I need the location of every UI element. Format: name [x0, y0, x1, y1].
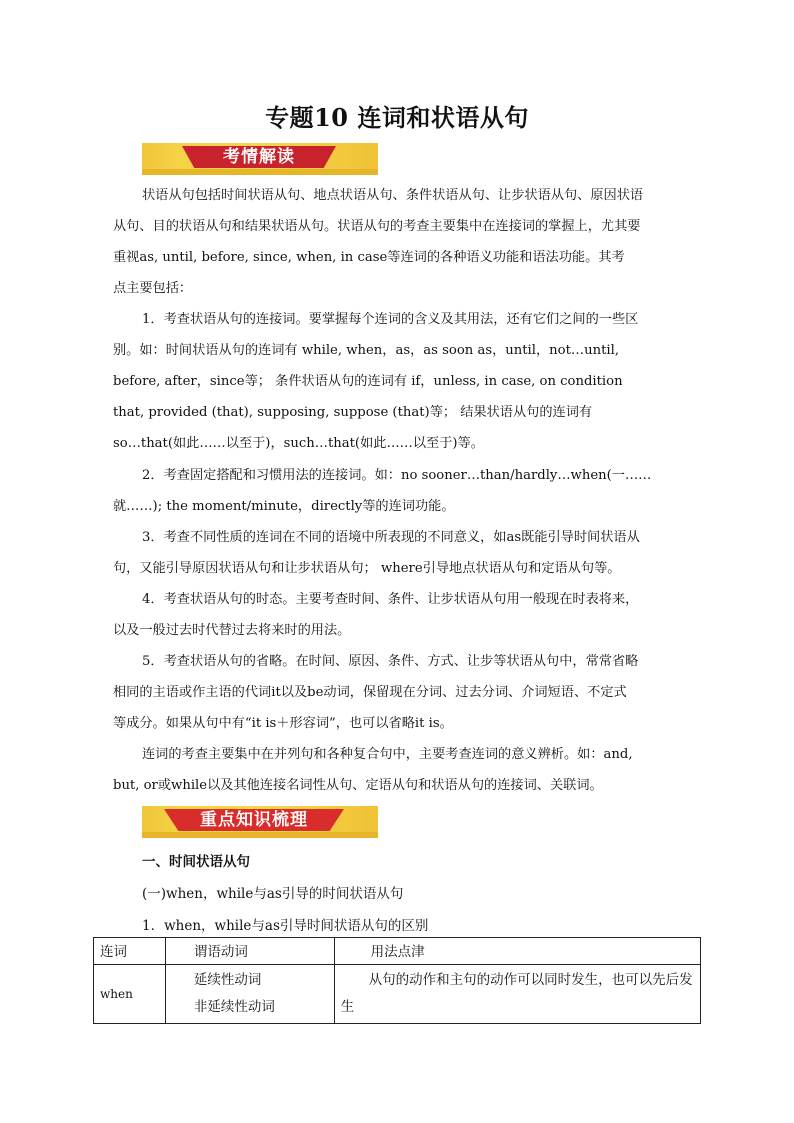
- cell-usage: 从句的动作和主句的动作可以同时发生，也可以先后发生: [334, 965, 700, 1024]
- text-line: but, or或while以及其他连接名词性从句、定语从句和状语从句的连接词、关联词。: [113, 778, 603, 793]
- point-3-paragraph: [113, 522, 683, 584]
- text-line: 连词的考查主要集中在并列句和各种复合句中，主要考查连词的意义辨析。如：and,: [142, 747, 633, 762]
- text-line: before, after，since等； 条件状语从句的连词有 if，unless, in case, on condition: [113, 374, 623, 389]
- conjunction-paragraph: [113, 739, 683, 801]
- text-line: 5．考查状语从句的省略。在时间、原因、条件、方式、让步等状语从句中，常常省略: [142, 654, 639, 669]
- verb-type: 延续性动词: [193, 972, 262, 988]
- text-line: 从句、目的状语从句和结果状语从句。状语从句的考查主要集中在连接词的掌握上，尤其要: [113, 219, 641, 234]
- table-row: [94, 965, 701, 1024]
- table-header-row: [94, 938, 701, 965]
- subsection-heading: (一)when，while与as引导的时间状语从句: [142, 886, 404, 902]
- cell-conjunction: when: [94, 965, 166, 1024]
- point-1-paragraph: [113, 304, 683, 459]
- header-cell-conjunction: 连词: [94, 938, 166, 965]
- point-2-paragraph: [113, 460, 683, 522]
- text-line: 句，又能引导原因状语从句和让步状语从句； where引导地点状语从句和定语从句等。: [113, 561, 621, 576]
- point-4-paragraph: [113, 584, 683, 646]
- header-cell-usage: 用法点津: [334, 938, 700, 965]
- item-heading: 1．when，while与as引导时间状语从句的区别: [142, 918, 429, 934]
- banner-underline: [142, 832, 378, 838]
- header-cell-verb: 谓语动词: [165, 938, 334, 965]
- text-line: 以及一般过去时代替过去将来时的用法。: [113, 623, 351, 638]
- section-heading: 一、时间状语从句: [142, 854, 250, 870]
- text-line: 别。如：时间状语从句的连词有 while, when，as，as soon as，until，not…until,: [113, 343, 620, 358]
- point-5-paragraph: [113, 646, 683, 739]
- text-line: 4．考查状语从句的时态。主要考查时间、条件、让步状语从句用一般现在时表将来，: [142, 592, 639, 607]
- banner-label: 考情解读: [223, 147, 295, 167]
- text-line: 3．考查不同性质的连词在不同的语境中所表现的不同意义，如as既能引导时间状语从: [142, 530, 640, 545]
- text-line: that, provided (that), supposing, suppose (that)等； 结果状语从句的连词有: [113, 405, 593, 420]
- verb-type: 非延续性动词: [193, 999, 275, 1015]
- cell-verbs: [165, 965, 334, 1024]
- intro-paragraph: [113, 180, 683, 304]
- conjunction-table: [93, 937, 701, 1024]
- text-line: 重视as, until, before, since, when, in case等连词的各种语义功能和语法功能。其考: [113, 250, 625, 265]
- text-line: 相同的主语或作主语的代词it以及be动词，保留现在分词、过去分词、介词短语、不定式: [113, 685, 627, 700]
- banner-exam-analysis: [142, 143, 378, 175]
- text-line: 点主要包括：: [113, 281, 193, 296]
- banner-label: 重点知识梳理: [200, 810, 308, 830]
- text-line: 状语从句包括时间状语从句、地点状语从句、条件状语从句、让步状语从句、原因状语: [142, 188, 644, 203]
- page-title: 专题10 连词和状语从句: [265, 103, 529, 132]
- text-line: 就……); the moment/minute，directly等的连词功能。: [113, 499, 455, 514]
- text-line: 1．考查状语从句的连接词。要掌握每个连词的含义及其用法，还有它们之间的一些区: [142, 312, 639, 327]
- banner-key-points: [142, 806, 378, 838]
- text-line: so…that(如此……以至于)，such…that(如此……以至于)等。: [113, 436, 484, 451]
- text-line: 2．考查固定搭配和习惯用法的连接词。如：no sooner…than/hardly…when(一……: [142, 468, 652, 483]
- banner-underline: [142, 169, 378, 175]
- text-line: 等成分。如果从句中有“it is＋形容词”，也可以省略it is。: [113, 716, 453, 731]
